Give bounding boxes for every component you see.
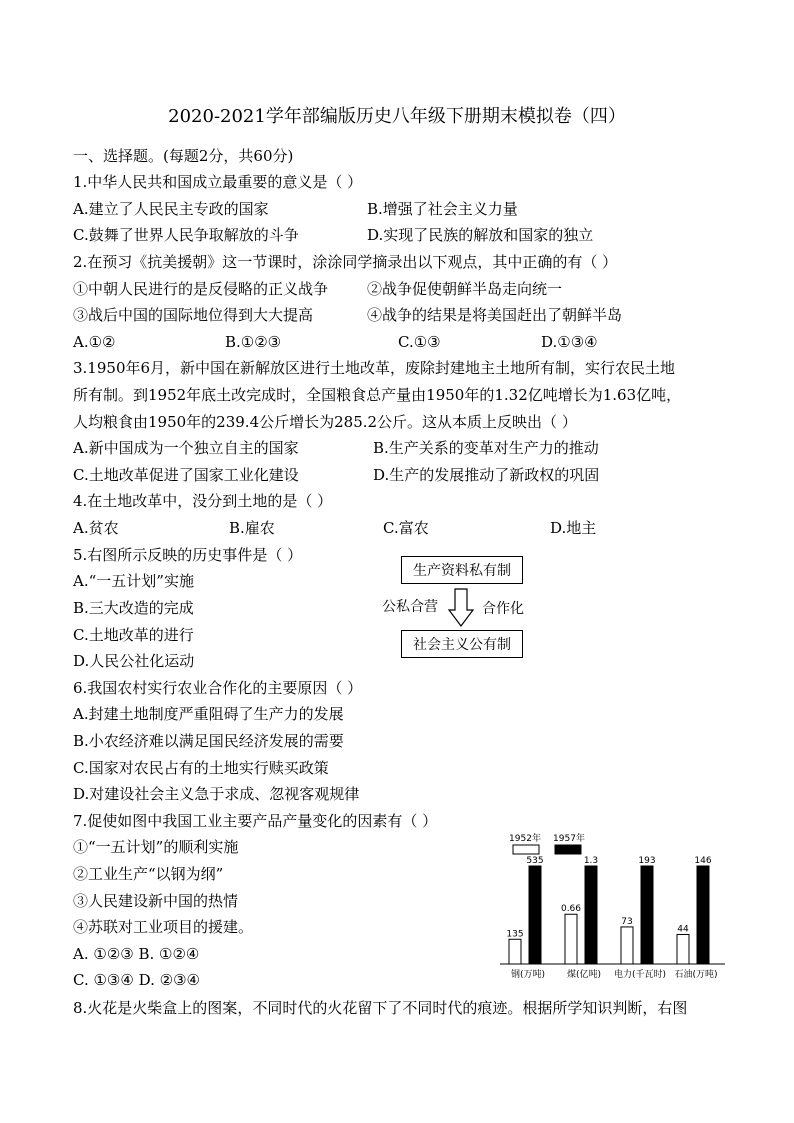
page-title: 2020-2021学年部编版历史八年级下册期末模拟卷（四）: [168, 106, 626, 127]
legend-swatch-1952: [513, 845, 539, 854]
bar-label-1957-0: 535: [526, 856, 544, 866]
q4-option-d: D.地主: [550, 519, 597, 537]
q2-option-c: C.①③: [398, 333, 441, 351]
bar-1952-3: [677, 934, 689, 964]
q6-option-c: C.国家对农民占有的土地实行赎买政策: [73, 759, 329, 777]
q7-statement-3: ③人民建设新中国的热情: [73, 892, 239, 910]
q2-option-a: A.①②: [73, 333, 116, 351]
q5-option-b: B.三大改造的完成: [73, 599, 194, 617]
q3-option-b: B.生产关系的变革对生产力的推动: [373, 439, 599, 457]
legend-label-1957: 1957年: [553, 834, 585, 844]
bar-1957-1: [585, 866, 597, 964]
q3-stem-line-2: 所有制。到1952年底土改完成时，全国粮食总产量由1950年的1.32亿吨增长为1.63亿吨，: [73, 386, 682, 404]
bar-label-1957-3: 146: [694, 856, 712, 866]
q1-option-a: A.建立了人民民主专政的国家: [73, 200, 269, 218]
section-heading: 一、选择题。(每题2分，共60分): [73, 147, 294, 165]
q1-option-b: B.增强了社会主义力量: [367, 200, 518, 218]
bar-label-1952-3: 44: [677, 924, 689, 935]
bar-label-1952-0: 135: [506, 929, 524, 940]
category-label-3: 石油(万吨): [674, 970, 718, 980]
q2-statement-4: ④战争的结果是将美国赶出了朝鲜半岛: [367, 306, 623, 324]
q8-stem: 8.火花是火柴盒上的图案，不同时代的火花留下了不同时代的痕迹。根据所学知识判断，右图: [73, 999, 688, 1017]
chart-legend: [509, 832, 585, 854]
bar-1957-0: [529, 866, 541, 964]
q2-stem: 2.在预习《抗美援朝》这一节课时，涂涂同学摘录出以下观点，其中正确的有（ ）: [73, 253, 618, 271]
bar-1957-3: [697, 866, 709, 964]
q7-options-ab: A. ①②③ B. ①②④: [73, 945, 200, 963]
q4-option-c: C.富农: [383, 519, 429, 537]
q2-statement-1: ①中朝人民进行的是反侵略的正义战争: [73, 280, 329, 298]
category-label-1: 煤(亿吨): [566, 970, 602, 980]
q3-option-a: A.新中国成为一个独立自主的国家: [73, 439, 299, 457]
q3-stem-line-3: 人均粮食由1950年的239.4公斤增长为285.2公斤。这从本质上反映出（ ）: [73, 413, 577, 431]
q7-statement-4: ④苏联对工业项目的援建。: [73, 918, 254, 936]
flow-box-private-ownership: 生产资料私有制: [401, 556, 523, 584]
q5-option-d: D.人民公社化运动: [73, 652, 195, 670]
q3-option-c: C.土地改革促进了国家工业化建设: [73, 466, 299, 484]
q6-option-b: B.小农经济难以满足国民经济发展的需要: [73, 732, 344, 750]
q6-stem: 6.我国农村实行农业合作化的主要原因（ ）: [73, 679, 363, 697]
legend-label-1952: 1952年: [509, 834, 541, 844]
q1-option-d: D.实现了民族的解放和国家的独立: [367, 226, 594, 244]
q2-option-d: D.①③④: [541, 333, 598, 351]
q3-option-d: D.生产的发展推动了新政权的巩固: [373, 466, 600, 484]
q1-stem: 1.中华人民共和国成立最重要的意义是（ ）: [73, 173, 363, 191]
q7-options-cd: C. ①③④ D. ②③④: [73, 971, 200, 989]
q2-option-b: B.①②③: [225, 333, 282, 351]
bar-1957-2: [641, 866, 653, 964]
q4-option-b: B.雇农: [229, 519, 275, 537]
category-label-2: 电力(千瓦时): [613, 970, 667, 980]
q3-stem-line-1: 3.1950年6月，新中国在新解放区进行土地改革，废除封建地主土地所有制，实行农民土地: [73, 359, 676, 377]
q4-option-a: A.贫农: [73, 519, 119, 537]
bar-1952-1: [565, 914, 577, 964]
q5-option-a: A.“一五计划”实施: [73, 572, 194, 590]
q7-statement-1: ①“一五计划”的顺利实施: [73, 838, 239, 856]
q5-stem: 5.右图所示反映的历史事件是（ ）: [73, 546, 303, 564]
bar-label-1957-1: 1.3: [583, 856, 599, 866]
q7-statement-2: ②工业生产“以钢为纲”: [73, 865, 224, 883]
q2-statement-2: ②战争促使朝鲜半岛走向统一: [367, 280, 563, 298]
category-label-0: 钢(万吨): [510, 970, 546, 980]
q6-option-a: A.封建土地制度严重阻碍了生产力的发展: [73, 705, 344, 723]
q2-statement-3: ③战后中国的国际地位得到大大提高: [73, 306, 314, 324]
flow-label-joint-venture: 公私合营: [382, 599, 438, 615]
bar-label-1952-1: 0.66: [560, 904, 582, 915]
flow-label-cooperation: 合作化: [482, 601, 524, 617]
legend-swatch-1957: [555, 845, 581, 854]
bar-1952-0: [509, 939, 521, 964]
q6-option-d: D.对建设社会主义急于求成、忽视客观规律: [73, 785, 360, 803]
bar-label-1957-2: 193: [638, 856, 656, 866]
q4-stem: 4.在土地改革中，没分到土地的是（ ）: [73, 492, 333, 510]
chart-bars: [506, 856, 717, 980]
bar-label-1952-2: 73: [621, 916, 633, 927]
q1-option-c: C.鼓舞了世界人民争取解放的斗争: [73, 226, 299, 244]
flow-down-arrow-icon: [448, 588, 474, 628]
bar-1952-2: [621, 927, 633, 964]
q5-option-c: C.土地改革的进行: [73, 626, 194, 644]
flow-box-public-ownership: 社会主义公有制: [401, 630, 523, 658]
production-bar-chart: [495, 826, 731, 984]
q7-stem: 7.促使如图中我国工业主要产品产量变化的因素有（ ）: [73, 812, 438, 830]
